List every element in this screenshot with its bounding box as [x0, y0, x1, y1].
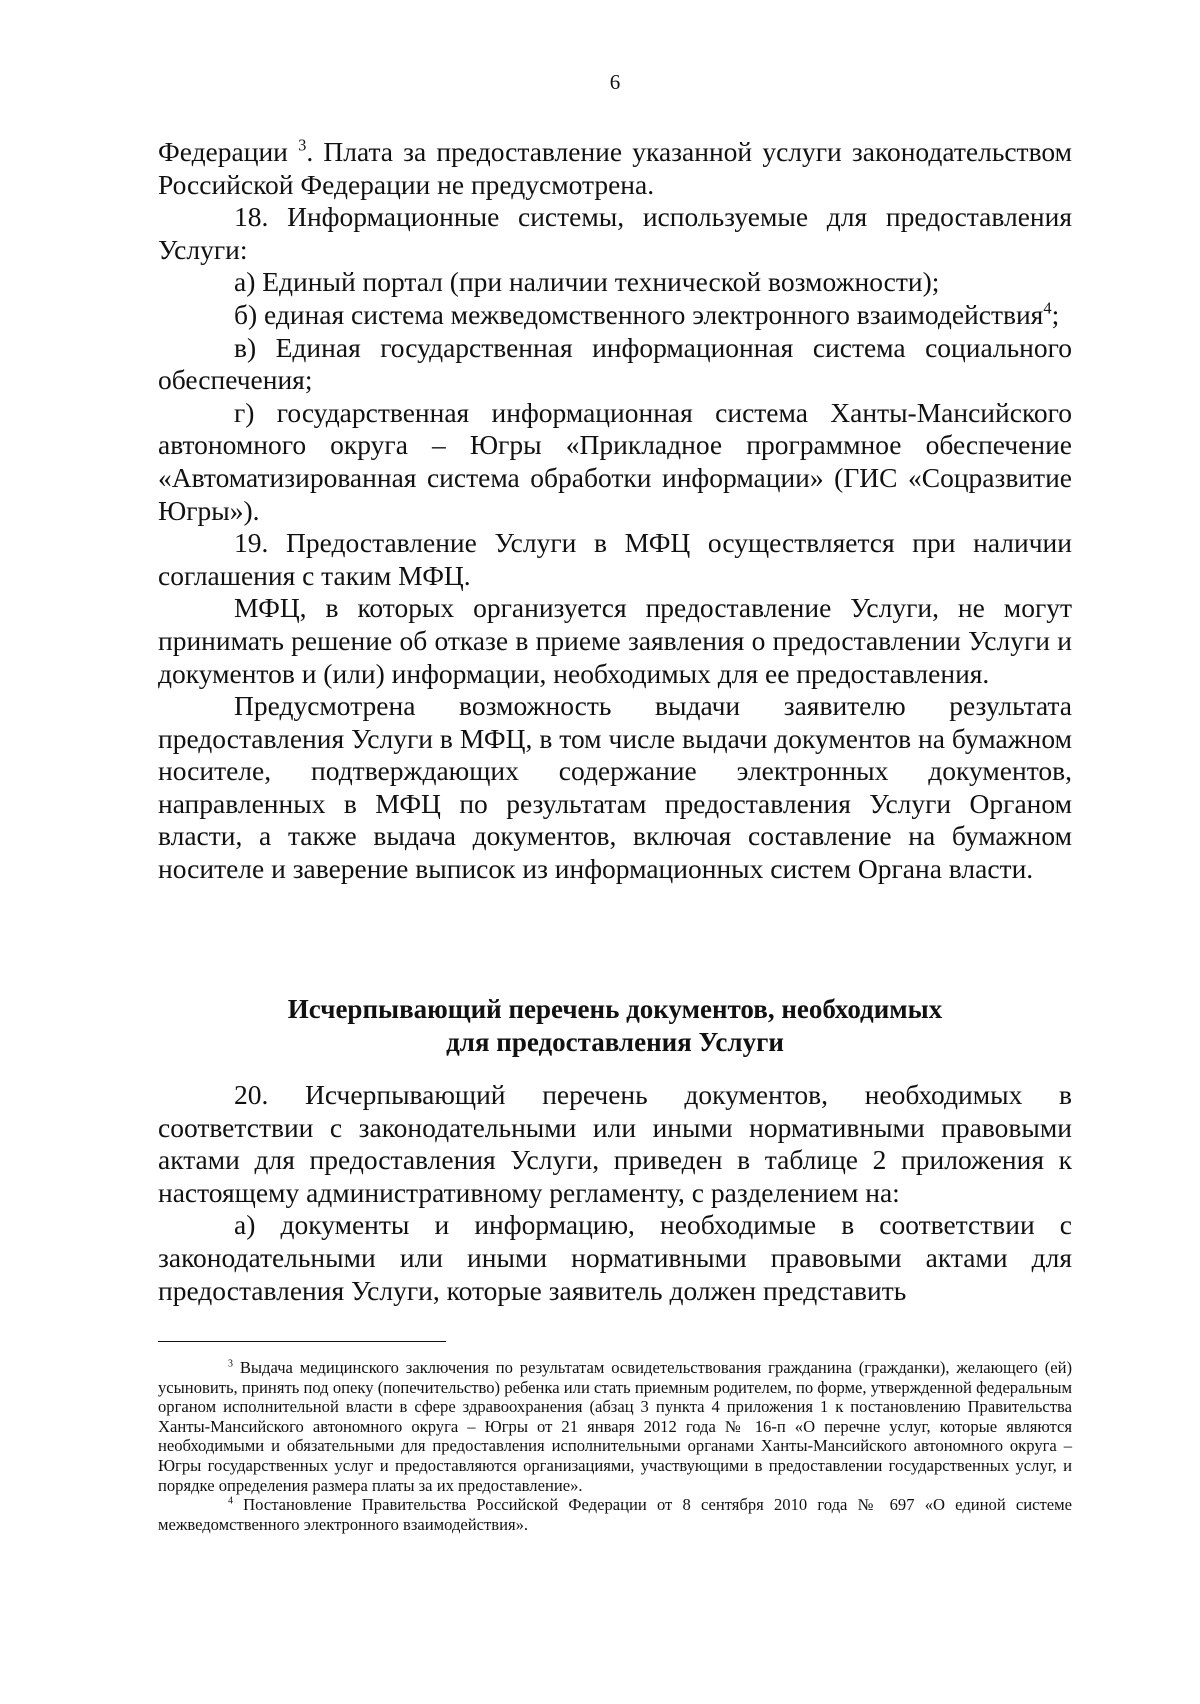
paragraph-18: 18. Информационные системы, используемые для предоставления Услуги: [158, 201, 1072, 265]
page-number: 6 [609, 70, 621, 94]
footnote-separator [158, 1341, 446, 1342]
list-item-a: а) Единый портал (при наличии технической возможности); [234, 266, 940, 298]
list-item-v: в) Единая государственная информационная система социального обеспечения; [158, 331, 1072, 396]
paragraph-1: Федерации $^3$. Плата за предоставление указанной услуги законодательством Российской Федерации не предусмотрена. [158, 135, 1073, 200]
footnote-4: $^4$ Постановление Правительства Российской Федерации от 8 сентября 2010 года № 697 «О единой системе межведомственного электронного взаимодействия». [158, 1495, 1072, 1534]
body-text-bottom [158, 1079, 1072, 1307]
footnote-ref-3[interactable]: 3 [298, 135, 307, 155]
heading-line-1: Исчерпывающий перечень документов, необходимых [287, 994, 943, 1024]
paragraph-20: 20. Исчерпывающий перечень документов, необходимых в соответствии с законодательными или иными нормативными правовыми актами для предоставления Услуги, приведен в таблице 2 приложения к настоящему административному регламенту, с разделением на: [158, 1079, 1072, 1208]
body-text-top [158, 136, 1072, 886]
list-item-g: г) государственная информационная система Ханты-Мансийского автономного округа – Югры «Прикладное программное обеспечение «Автоматизированная система обработки информации» (ГИС «Соцразвитие Югры»). [158, 396, 1072, 526]
heading-line-2: для предоставления Услуги [446, 1027, 784, 1057]
paragraph-result: Предусмотрена возможность выдачи заявителю результата предоставления Услуги в МФЦ, в том числе выдачи документов на бумажном носителе, подтверждающих содержание электронных документов, направленных в МФЦ по результатам предоставления Услуги Органом власти, а также выдача документов, включая составление на бумажном носителе и заверение выписок из информационных систем Органа власти. [158, 690, 1072, 885]
footnotes [158, 1358, 1072, 1534]
paragraph-mfc: МФЦ, в которых организуется предоставление Услуги, не могут принимать решение об отказе в приеме заявления о предоставлении Услуги и документов и (или) информации, необходимых для ее предоставления. [158, 592, 1072, 689]
paragraph-19: 19. Предоставление Услуги в МФЦ осуществляется при наличии соглашения с таким МФЦ. [158, 527, 1072, 591]
footnote-3: $^3$ Выдача медицинского заключения по результатам освидетельствования гражданина (гражданки), желающего (ей) усыновить, принять под опеку (попечительство) ребенка или стать приемным родителем, по форме, утвержденной федеральным органом исполнительной власти в сфере здравоохранения (абзац 3 пункта 4 приложения 1 к постановлению Правительства Ханты-Мансийского автономного округа – Югры от 21 января 2012 года № 16-п «О перечне услуг, которые являются необходимыми и обязательными для предоставления исполнительными органами Ханты-Мансийского автономного округа – Югры государственных услуг и предоставляются организациями, участвующими в предоставлении государственных услуг, и порядке определения размера платы за их предоставление». [158, 1358, 1072, 1495]
footnote-ref-4[interactable]: 4 [1043, 298, 1052, 318]
list-item-b: б) единая система межведомственного электронного взаимодействия$^4$; [234, 298, 1060, 330]
section-heading [158, 993, 1072, 1059]
list-item-a-docs: а) документы и информацию, необходимые в соответствии с законодательными или иными нормативными правовыми актами для предоставления Услуги, которые заявитель должен представить [158, 1209, 1072, 1306]
